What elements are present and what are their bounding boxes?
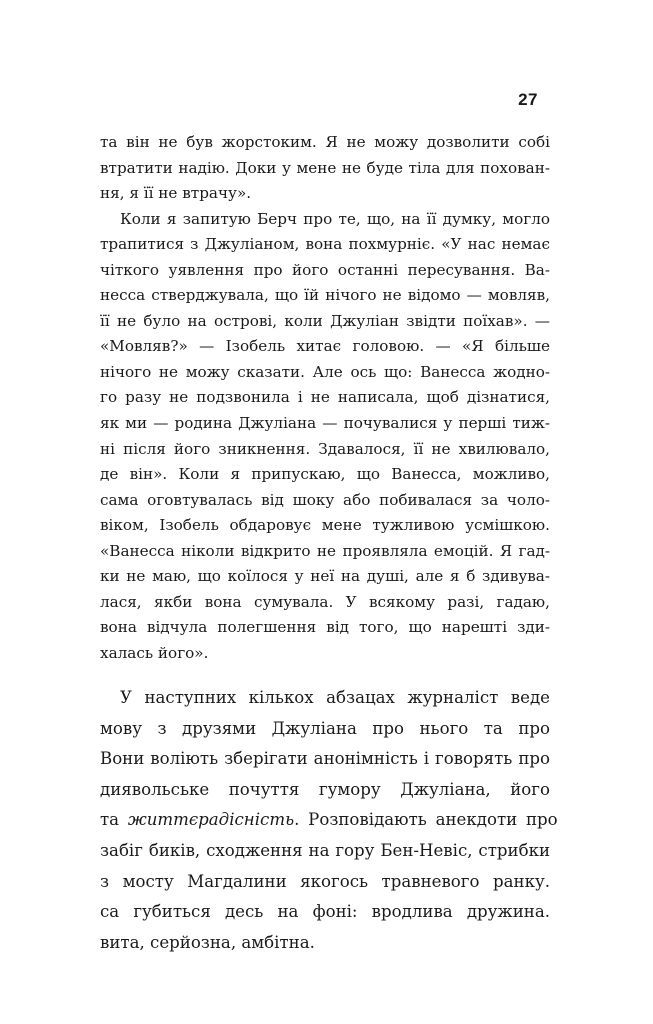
text-line: лася, якби вона сумувала. У всякому разі, гадаю, [100, 592, 550, 611]
text-line: з мосту Магдалини якогось травневого ранку. [100, 871, 550, 891]
text-line: мову з друзями Джуліана про нього та про [100, 718, 550, 738]
text-line: та він не був жорстоким. Я не можу дозволити собі [100, 133, 550, 151]
text-line: сама оговтувалась від шоку або побивалася за чоло- [100, 490, 550, 509]
text-line: халась його». [100, 643, 209, 662]
text-line: Вони воліють зберігати анонімність і говорять про [100, 749, 550, 769]
text-line: Коли я запитую Берч про те, що, на її думку, могло [120, 209, 550, 228]
text-line: забіг биків, сходження на гору Бен-Невіс, стрибки [100, 840, 550, 860]
text-run: та [100, 810, 128, 830]
text-run: . Розповідають анекдоти про [294, 810, 558, 830]
text-line: трапитися з Джуліаном, вона похмурніє. «У нас немає [100, 235, 550, 254]
text-line: її не було на острові, коли Джуліан звідти поїхав». — [100, 311, 550, 330]
text-line-mixed [100, 805, 558, 836]
text-line: нічого не можу сказати. Але ось що: Ванесса жодно- [100, 362, 550, 381]
text-line: ні після його зникнення. Здавалося, її не хвилювало, [100, 439, 550, 458]
text-line: віком, Ізобель обдаровує мене тужливою усмішкою. [100, 516, 550, 535]
text-line: вита, серйозна, амбітна. [100, 932, 315, 952]
text-line: го разу не подзвонила і не написала, щоб дізнатися, [100, 388, 550, 407]
emphasized-word: життєрадісність [127, 810, 295, 830]
text-line: «Мовляв?» — Ізобель хитає головою. — «Я більше [100, 337, 550, 356]
text-line: «Ванесса ніколи відкрито не проявляла емоцій. Я гад- [100, 541, 550, 560]
text-line: несса стверджувала, що їй нічого не відомо — мовляв, [100, 286, 550, 305]
text-line: як ми — родина Джуліана — почувалися у перші тиж- [100, 414, 550, 433]
interview-quote-block [100, 130, 550, 666]
narrative-paragraph [100, 683, 558, 958]
text-line: чіткого уявлення про його останні пересування. Ва- [100, 260, 550, 279]
text-line: ня, я її не втрачу». [100, 184, 252, 203]
text-line: втратити надію. Доки у мене не буде тіла для похован- [100, 158, 550, 177]
text-line: са губиться десь на фоні: вродлива дружина. [100, 902, 550, 922]
text-line: У наступних кількох абзацах журналіст веде [120, 688, 550, 707]
text-line: диявольське почуття гумору Джуліана, його [100, 779, 550, 799]
page-number: 27 [518, 90, 538, 109]
text-line: де він». Коли я припускаю, що Ванесса, можливо, [100, 465, 550, 484]
text-line: ки не маю, що коїлося у неї на душі, але я б здивува- [100, 567, 550, 586]
text-line: вона відчула полегшення від того, що нарешті зди- [100, 618, 550, 637]
